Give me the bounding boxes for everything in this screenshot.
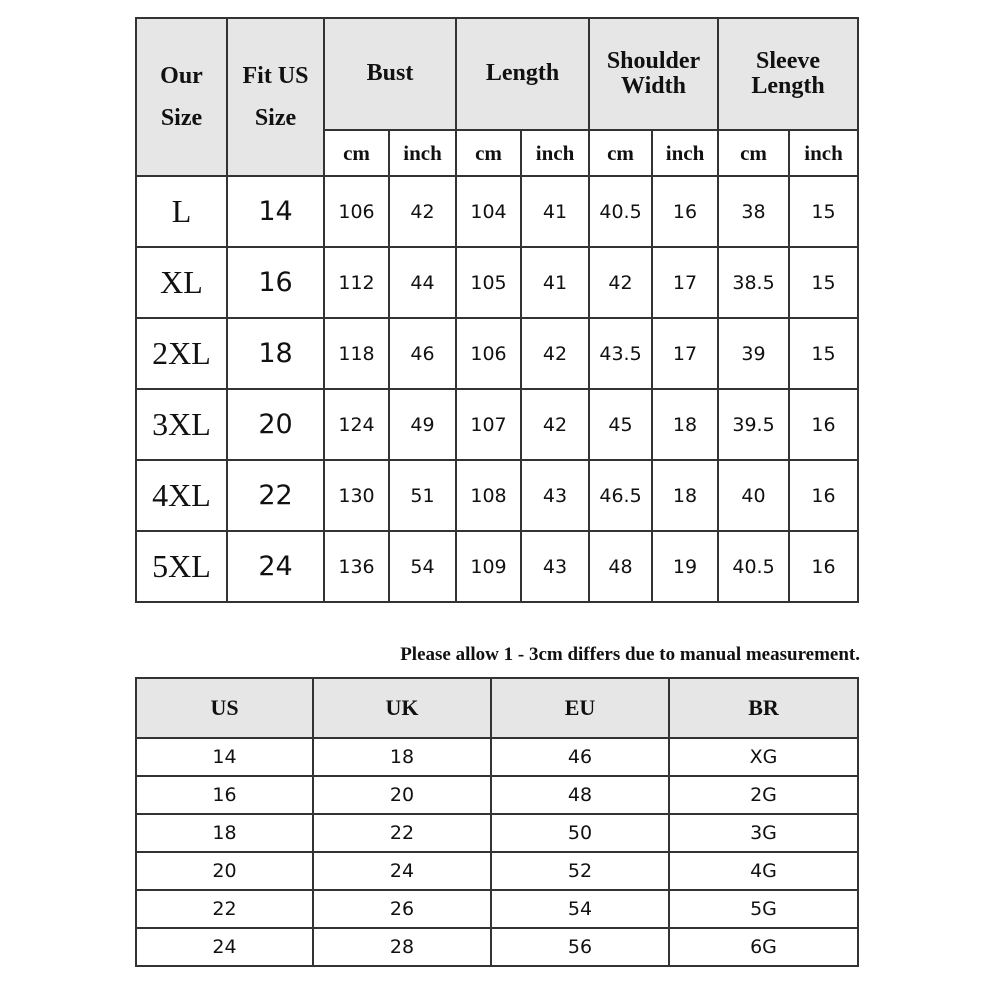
our-size-cell: XL [136,247,227,318]
us-cell: 24 [136,928,313,966]
fit-us-cell: 22 [227,460,324,531]
length-cm-cell: 104 [456,176,521,247]
bust-inch-cell: 42 [389,176,456,247]
sleeve-cm-cell: 39 [718,318,789,389]
sleeve-cm-cell: 38.5 [718,247,789,318]
br-cell: 5G [669,890,858,928]
br-cell: 6G [669,928,858,966]
eu-cell: 56 [491,928,669,966]
length-inch-cell: 41 [521,247,589,318]
table-row [136,814,858,852]
unit-sleeve-cm: cm [718,130,789,176]
sleeve-cm-cell: 40 [718,460,789,531]
eu-cell: 52 [491,852,669,890]
header-uk: UK [313,678,491,738]
br-cell: 3G [669,814,858,852]
uk-cell: 18 [313,738,491,776]
sleeve-cm-cell: 39.5 [718,389,789,460]
length-inch-cell: 42 [521,318,589,389]
unit-length-cm: cm [456,130,521,176]
unit-shoulder-inch: inch [652,130,718,176]
header-length: Length [456,18,589,130]
eu-cell: 50 [491,814,669,852]
header-shoulder-line1: Shoulder [606,47,701,74]
header-shoulder-line2: Width [621,73,686,99]
shoulder-cm-cell: 43.5 [589,318,652,389]
fit-us-cell: 20 [227,389,324,460]
bust-inch-cell: 46 [389,318,456,389]
br-cell: 4G [669,852,858,890]
length-cm-cell: 108 [456,460,521,531]
header-fit-us-line2: Size [254,105,297,131]
our-size-cell: 5XL [136,531,227,602]
table-row [136,318,858,389]
our-size-cell: 3XL [136,389,227,460]
uk-cell: 24 [313,852,491,890]
table-row [136,247,858,318]
unit-shoulder-cm: cm [589,130,652,176]
our-size-cell: 2XL [136,318,227,389]
bust-cm-cell: 130 [324,460,389,531]
header-our-size-line2: Size [160,105,203,131]
bust-inch-cell: 54 [389,531,456,602]
header-fit-us-size [227,18,324,176]
table-row [136,531,858,602]
sleeve-cm-cell: 38 [718,176,789,247]
table-row [136,176,858,247]
uk-cell: 26 [313,890,491,928]
header-sleeve-line2: Length [751,73,825,99]
sleeve-inch-cell: 16 [789,460,858,531]
length-cm-cell: 106 [456,318,521,389]
shoulder-inch-cell: 19 [652,531,718,602]
shoulder-inch-cell: 17 [652,318,718,389]
table-row [136,738,858,776]
header-br: BR [669,678,858,738]
bust-inch-cell: 51 [389,460,456,531]
header-bust: Bust [324,18,456,130]
size-conversion-table [135,677,859,967]
eu-cell: 48 [491,776,669,814]
table-row [136,890,858,928]
shoulder-cm-cell: 40.5 [589,176,652,247]
shoulder-cm-cell: 45 [589,389,652,460]
bust-cm-cell: 106 [324,176,389,247]
bust-cm-cell: 136 [324,531,389,602]
bust-cm-cell: 112 [324,247,389,318]
header-eu: EU [491,678,669,738]
us-cell: 20 [136,852,313,890]
sleeve-inch-cell: 15 [789,176,858,247]
header-our-size-line1: Our [160,63,203,89]
header-our-size [136,18,227,176]
shoulder-cm-cell: 48 [589,531,652,602]
us-cell: 16 [136,776,313,814]
length-inch-cell: 43 [521,460,589,531]
unit-sleeve-inch: inch [789,130,858,176]
sleeve-inch-cell: 15 [789,247,858,318]
eu-cell: 46 [491,738,669,776]
fit-us-cell: 18 [227,318,324,389]
bust-inch-cell: 44 [389,247,456,318]
size-table [135,17,859,603]
length-cm-cell: 109 [456,531,521,602]
shoulder-inch-cell: 17 [652,247,718,318]
sleeve-inch-cell: 15 [789,318,858,389]
shoulder-inch-cell: 18 [652,389,718,460]
us-cell: 18 [136,814,313,852]
uk-cell: 22 [313,814,491,852]
table-row [136,852,858,890]
length-cm-cell: 105 [456,247,521,318]
eu-cell: 54 [491,890,669,928]
our-size-cell: 4XL [136,460,227,531]
unit-length-inch: inch [521,130,589,176]
shoulder-inch-cell: 16 [652,176,718,247]
unit-bust-cm: cm [324,130,389,176]
us-cell: 22 [136,890,313,928]
measurement-note: Please allow 1 - 3cm differs due to manual measurement. [400,644,860,665]
sleeve-inch-cell: 16 [789,531,858,602]
br-cell: 2G [669,776,858,814]
header-shoulder-width [589,18,718,130]
shoulder-cm-cell: 46.5 [589,460,652,531]
table-row [136,460,858,531]
length-inch-cell: 41 [521,176,589,247]
length-cm-cell: 107 [456,389,521,460]
bust-cm-cell: 124 [324,389,389,460]
length-inch-cell: 43 [521,531,589,602]
shoulder-inch-cell: 18 [652,460,718,531]
shoulder-cm-cell: 42 [589,247,652,318]
bust-cm-cell: 118 [324,318,389,389]
uk-cell: 28 [313,928,491,966]
table-row [136,928,858,966]
our-size-cell: L [136,176,227,247]
br-cell: XG [669,738,858,776]
unit-bust-inch: inch [389,130,456,176]
sleeve-inch-cell: 16 [789,389,858,460]
header-sleeve-length [718,18,858,130]
sleeve-cm-cell: 40.5 [718,531,789,602]
fit-us-cell: 16 [227,247,324,318]
bust-inch-cell: 49 [389,389,456,460]
table-row [136,776,858,814]
header-fit-us-line1: Fit US [242,63,309,89]
fit-us-cell: 14 [227,176,324,247]
header-sleeve-line1: Sleeve [756,47,821,74]
us-cell: 14 [136,738,313,776]
fit-us-cell: 24 [227,531,324,602]
table-row [136,389,858,460]
header-us: US [136,678,313,738]
uk-cell: 20 [313,776,491,814]
length-inch-cell: 42 [521,389,589,460]
